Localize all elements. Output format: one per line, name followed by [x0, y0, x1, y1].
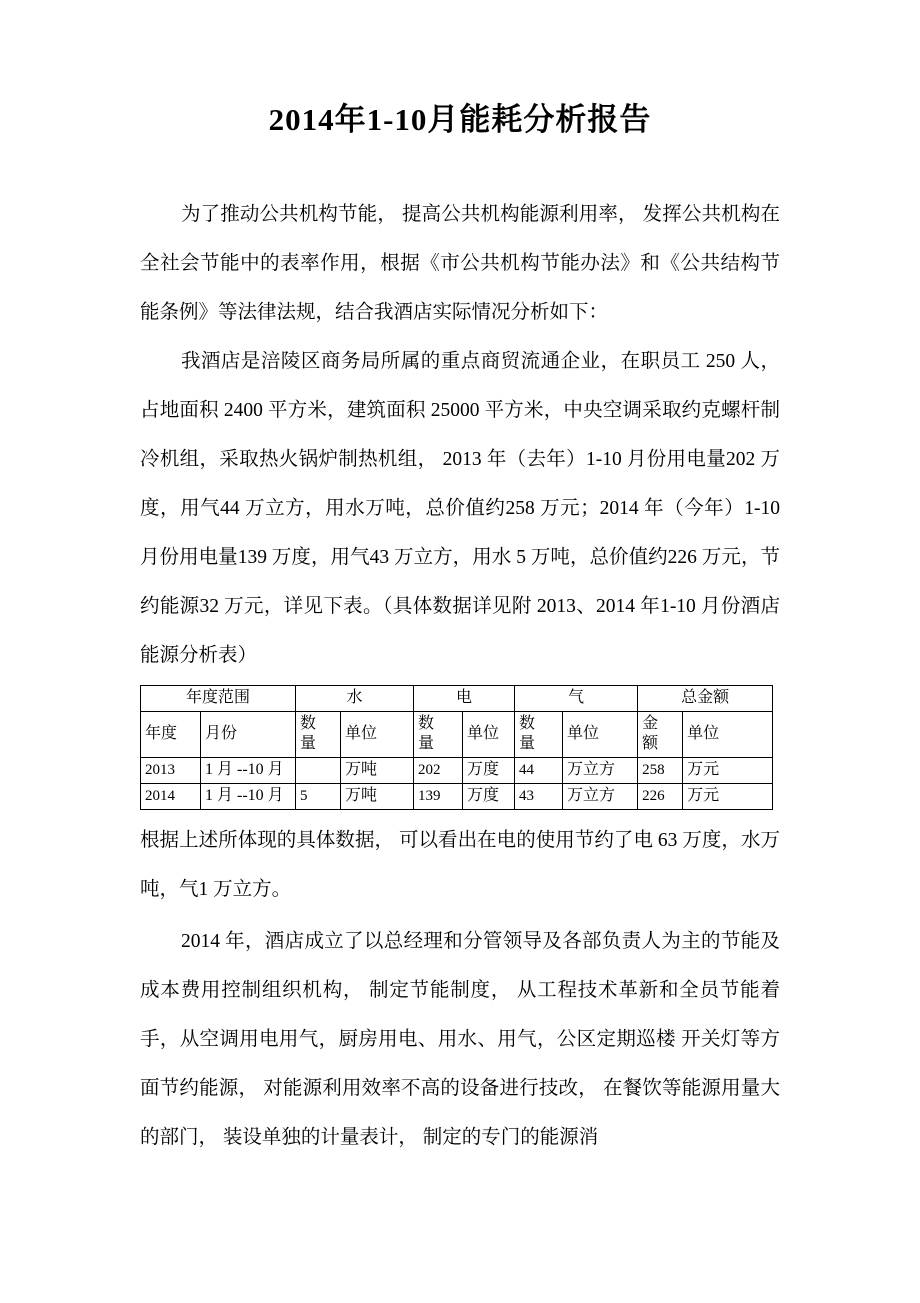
- gas-qty-label: 数量: [519, 715, 536, 753]
- paragraph-intro: 为了推动公共机构节能， 提高公共机构能源利用率， 发挥公共机构在全社会节能中的表率作用，根据《市公共机构节能办法》和《公共结构节能条例》等法律法规，结合我酒店实际情况分析如下：: [140, 204, 780, 324]
- table-header-water: 水: [296, 686, 414, 712]
- cell-gas-unit: 万立方: [563, 784, 638, 810]
- cell-year: 2014: [141, 784, 201, 810]
- elec-qty-label: 数量: [418, 715, 435, 753]
- table-row-2014: [141, 784, 773, 810]
- cell-elec-qty: 202: [414, 758, 463, 784]
- cell-elec-unit: 万度: [463, 758, 515, 784]
- table-subheader-elec-qty: [414, 712, 463, 758]
- table-header-gas: 气: [515, 686, 638, 712]
- paragraph-overview: 我酒店是涪陵区商务局所属的重点商贸流通企业，在职员工 250 人，占地面积 2400 平方米，建筑面积 25000 平方米，中央空调采取约克螺杆制冷机组，采取热火锅炉制热机组， 2013 年（去年）1-10 月份用电量202 万度，用气44 万立方，用水万吨，总价值约258 万元；2014 年（今年）1-10 月份用电量139 万度，用气43 万立方，用水 5 万吨，总价值约226 万元，节约能源32 万元，详见下表。（具体数据详见附 2013、2014 年1-10 月份酒店能源分析表）: [140, 351, 780, 667]
- table-subheader-water-qty: [296, 712, 341, 758]
- paragraph-analysis: 根据上述所体现的具体数据， 可以看出在电的使用节约了电 63 万度，水万吨，气1 万立方。: [140, 830, 780, 901]
- table-subheader-water-unit: 单位: [341, 712, 414, 758]
- document-title: 2014年1-10月能耗分析报告: [268, 102, 652, 137]
- cell-amount: 258: [638, 758, 683, 784]
- cell-gas-unit: 万立方: [563, 758, 638, 784]
- table-subheader-elec-unit: 单位: [463, 712, 515, 758]
- table-group-header-row: [141, 686, 773, 712]
- cell-total-unit: 万元: [683, 784, 773, 810]
- cell-gas-qty: 43: [515, 784, 563, 810]
- cell-water-qty: 5: [296, 784, 341, 810]
- table-subheader-amount: [638, 712, 683, 758]
- table-subheader-total-unit: 单位: [683, 712, 773, 758]
- cell-elec-unit: 万度: [463, 784, 515, 810]
- table-header-year-range: 年度范围: [141, 686, 296, 712]
- cell-water-unit: 万吨: [341, 758, 414, 784]
- table-row-2013: [141, 758, 773, 784]
- table-subheader-month: 月份: [201, 712, 296, 758]
- cell-month-range: 1 月 --10 月: [201, 784, 296, 810]
- paragraph-measures: 2014 年，酒店成立了以总经理和分管领导及各部负责人为主的节能及成本费用控制组织机构， 制定节能制度， 从工程技术革新和全员节能着手，从空调用电用气，厨房用电、用水、用气，公区定期巡楼 开关灯等方面节约能源， 对能源利用效率不高的设备进行技改， 在餐饮等能源用量大的部门， 装设单独的计量表计， 制定的专门的能源消: [140, 931, 780, 1149]
- water-qty-label: 数量: [300, 715, 317, 753]
- table-sub-header-row: [141, 712, 773, 758]
- cell-elec-qty: 139: [414, 784, 463, 810]
- amount-label: 金额: [642, 715, 659, 753]
- cell-year: 2013: [141, 758, 201, 784]
- cell-water-qty: [296, 758, 341, 784]
- cell-water-unit: 万吨: [341, 784, 414, 810]
- energy-table: [140, 685, 773, 810]
- table-subheader-year: 年度: [141, 712, 201, 758]
- cell-gas-qty: 44: [515, 758, 563, 784]
- cell-month-range: 1 月 --10 月: [201, 758, 296, 784]
- cell-total-unit: 万元: [683, 758, 773, 784]
- table-header-electricity: 电: [414, 686, 515, 712]
- cell-amount: 226: [638, 784, 683, 810]
- table-subheader-gas-qty: [515, 712, 563, 758]
- table-subheader-gas-unit: 单位: [563, 712, 638, 758]
- table-header-total-amount: 总金额: [638, 686, 773, 712]
